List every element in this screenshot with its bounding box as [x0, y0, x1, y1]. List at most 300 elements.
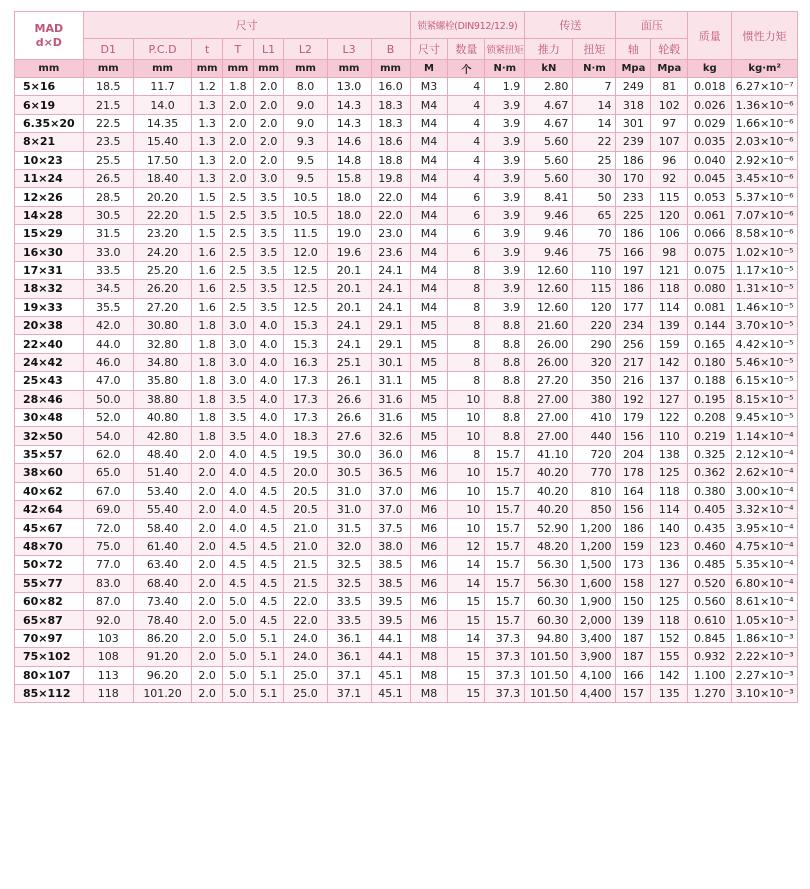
table-cell: 4.0 — [253, 427, 284, 445]
table-cell: 46.0 — [83, 353, 133, 371]
table-cell: M6 — [410, 537, 448, 555]
model-cell: 35×57 — [15, 445, 84, 463]
table-cell: 0.845 — [688, 629, 732, 647]
table-cell: 33.5 — [327, 611, 371, 629]
table-cell: 15.7 — [485, 574, 525, 592]
table-cell: 102 — [651, 96, 688, 114]
model-cell: 22×40 — [15, 335, 84, 353]
unit-cell: mm — [15, 60, 84, 78]
table-cell: 1.31×10⁻⁵ — [732, 280, 798, 298]
table-cell: 234 — [616, 317, 651, 335]
table-cell: 25.0 — [284, 666, 327, 684]
column-header: 锁紧扭矩 — [485, 39, 525, 60]
table-cell: 2.0 — [192, 592, 223, 610]
table-cell: 31.1 — [371, 372, 410, 390]
table-cell: 0.219 — [688, 427, 732, 445]
table-cell: 4.0 — [253, 335, 284, 353]
table-cell: 3.9 — [485, 243, 525, 261]
table-cell: 37.0 — [371, 500, 410, 518]
table-cell: 14.6 — [327, 133, 371, 151]
table-cell: 101.50 — [525, 648, 573, 666]
table-cell: M5 — [410, 427, 448, 445]
table-cell: 186 — [616, 519, 651, 537]
table-cell: 22.0 — [284, 592, 327, 610]
table-cell: 0.066 — [688, 225, 732, 243]
table-cell: 12.60 — [525, 280, 573, 298]
table-cell: 0.188 — [688, 372, 732, 390]
table-cell: 164 — [616, 482, 651, 500]
table-cell: 0.080 — [688, 280, 732, 298]
table-cell: 5.0 — [223, 629, 254, 647]
table-cell: 0.180 — [688, 353, 732, 371]
unit-cell: mm — [133, 60, 191, 78]
table-cell: 166 — [616, 666, 651, 684]
table-cell: 26.1 — [327, 372, 371, 390]
table-cell: 110 — [651, 427, 688, 445]
table-cell: 186 — [616, 280, 651, 298]
table-cell: 179 — [616, 409, 651, 427]
table-cell: 32.80 — [133, 335, 191, 353]
table-cell: 0.144 — [688, 317, 732, 335]
table-cell: 197 — [616, 261, 651, 279]
table-cell: 4.5 — [253, 556, 284, 574]
table-cell: 2.0 — [192, 537, 223, 555]
table-cell: 53.40 — [133, 482, 191, 500]
table-cell: 1.8 — [192, 372, 223, 390]
table-cell: 14 — [573, 96, 616, 114]
table-cell: 32.5 — [327, 574, 371, 592]
table-cell: 8.8 — [485, 317, 525, 335]
table-cell: 5.37×10⁻⁶ — [732, 188, 798, 206]
table-cell: 24.1 — [327, 317, 371, 335]
table-cell: 12.5 — [284, 261, 327, 279]
table-row — [15, 225, 798, 243]
table-cell: 120 — [651, 206, 688, 224]
table-cell: 31.5 — [327, 519, 371, 537]
table-row — [15, 500, 798, 518]
table-cell: M3 — [410, 78, 448, 96]
table-cell: 63.40 — [133, 556, 191, 574]
table-cell: 137 — [651, 372, 688, 390]
unit-cell: Mpa — [651, 60, 688, 78]
column-header: 扭矩 — [573, 39, 616, 60]
table-cell: 2.5 — [223, 225, 254, 243]
unit-row — [15, 60, 798, 78]
table-cell: 26.20 — [133, 280, 191, 298]
table-cell: 3.9 — [485, 225, 525, 243]
table-cell: 29.1 — [371, 335, 410, 353]
table-cell: 27.00 — [525, 427, 573, 445]
table-cell: 3.9 — [485, 151, 525, 169]
table-cell: 1.8 — [192, 353, 223, 371]
table-cell: 96.20 — [133, 666, 191, 684]
table-cell: 55.40 — [133, 500, 191, 518]
table-cell: 36.0 — [371, 445, 410, 463]
table-cell: 0.520 — [688, 574, 732, 592]
table-cell: 101.50 — [525, 666, 573, 684]
unit-cell: N·m — [485, 60, 525, 78]
table-cell: 0.208 — [688, 409, 732, 427]
table-cell: 122 — [651, 409, 688, 427]
table-cell: 15.8 — [327, 169, 371, 187]
table-cell: M4 — [410, 206, 448, 224]
table-cell: 110 — [573, 261, 616, 279]
table-cell: 0.932 — [688, 648, 732, 666]
table-cell: M4 — [410, 151, 448, 169]
table-row — [15, 537, 798, 555]
table-cell: 8 — [448, 445, 485, 463]
table-cell: M5 — [410, 409, 448, 427]
table-cell: 4.0 — [223, 519, 254, 537]
table-cell: 6.15×10⁻⁵ — [732, 372, 798, 390]
table-cell: 121 — [651, 261, 688, 279]
table-cell: 21.0 — [284, 537, 327, 555]
table-cell: 8 — [448, 372, 485, 390]
table-row — [15, 353, 798, 371]
table-cell: 125 — [651, 592, 688, 610]
table-cell: 45.1 — [371, 684, 410, 702]
table-cell: 115 — [651, 188, 688, 206]
table-cell: 23.0 — [371, 225, 410, 243]
table-cell: 25.1 — [327, 353, 371, 371]
table-cell: 69.0 — [83, 500, 133, 518]
table-cell: 14.0 — [133, 96, 191, 114]
table-cell: 83.0 — [83, 574, 133, 592]
table-cell: 5.60 — [525, 169, 573, 187]
table-cell: 1.14×10⁻⁴ — [732, 427, 798, 445]
model-cell: 5×16 — [15, 78, 84, 96]
table-row — [15, 445, 798, 463]
table-cell: 40.20 — [525, 482, 573, 500]
model-cell: 19×33 — [15, 298, 84, 316]
table-cell: 2.0 — [192, 482, 223, 500]
table-cell: 48.40 — [133, 445, 191, 463]
table-cell: 24.1 — [327, 335, 371, 353]
table-cell: 135 — [651, 684, 688, 702]
table-cell: 233 — [616, 188, 651, 206]
table-cell: 103 — [83, 629, 133, 647]
table-cell: 78.40 — [133, 611, 191, 629]
table-cell: 4.42×10⁻⁵ — [732, 335, 798, 353]
table-cell: 10.5 — [284, 206, 327, 224]
table-cell: 139 — [651, 317, 688, 335]
table-cell: M4 — [410, 133, 448, 151]
table-cell: 20.0 — [284, 464, 327, 482]
table-cell: 32.0 — [327, 537, 371, 555]
table-cell: 38.80 — [133, 390, 191, 408]
table-row — [15, 684, 798, 702]
table-cell: 33.5 — [327, 592, 371, 610]
table-cell: 8 — [448, 317, 485, 335]
unit-cell: mm — [253, 60, 284, 78]
unit-cell: mm — [327, 60, 371, 78]
transmission-group-header: 传送 — [525, 12, 616, 39]
table-cell: 52.0 — [83, 409, 133, 427]
table-row — [15, 243, 798, 261]
table-cell: 16.3 — [284, 353, 327, 371]
table-cell: 8.8 — [485, 335, 525, 353]
table-cell: 1.6 — [192, 243, 223, 261]
table-cell: 15.7 — [485, 611, 525, 629]
table-cell: 23.6 — [371, 243, 410, 261]
table-cell: 17.3 — [284, 409, 327, 427]
table-cell: 25.0 — [284, 684, 327, 702]
table-cell: 114 — [651, 500, 688, 518]
table-cell: 19.6 — [327, 243, 371, 261]
column-header: t — [192, 39, 223, 60]
table-cell: 2.0 — [253, 78, 284, 96]
table-cell: 37.5 — [371, 519, 410, 537]
table-cell: 30.80 — [133, 317, 191, 335]
model-cell: 10×23 — [15, 151, 84, 169]
table-cell: 4.5 — [223, 556, 254, 574]
table-cell: 1.3 — [192, 133, 223, 151]
table-cell: 24.1 — [371, 261, 410, 279]
table-cell: 0.380 — [688, 482, 732, 500]
table-cell: 1.8 — [192, 335, 223, 353]
table-cell: 30.5 — [83, 206, 133, 224]
table-cell: 20.1 — [327, 298, 371, 316]
table-cell: 24.1 — [371, 280, 410, 298]
table-cell: 15.7 — [485, 592, 525, 610]
table-row — [15, 261, 798, 279]
table-cell: 0.165 — [688, 335, 732, 353]
table-cell: 120 — [573, 298, 616, 316]
table-cell: 1,200 — [573, 519, 616, 537]
table-cell: 37.1 — [327, 666, 371, 684]
table-cell: 3.5 — [253, 243, 284, 261]
table-cell: 65.0 — [83, 464, 133, 482]
table-cell: 1.9 — [485, 78, 525, 96]
table-cell: 37.1 — [327, 684, 371, 702]
table-cell: 70 — [573, 225, 616, 243]
table-cell: 3.5 — [253, 188, 284, 206]
table-cell: M6 — [410, 445, 448, 463]
table-cell: 18.0 — [327, 188, 371, 206]
table-cell: 4.5 — [253, 611, 284, 629]
table-cell: 10 — [448, 500, 485, 518]
model-cell: 18×32 — [15, 280, 84, 298]
unit-cell: kN — [525, 60, 573, 78]
table-cell: 8.15×10⁻⁵ — [732, 390, 798, 408]
column-header: L1 — [253, 39, 284, 60]
table-cell: 20.1 — [327, 280, 371, 298]
model-cell: 60×82 — [15, 592, 84, 610]
table-cell: 3.9 — [485, 298, 525, 316]
table-cell: 34.80 — [133, 353, 191, 371]
table-row — [15, 427, 798, 445]
table-cell: 30.0 — [327, 445, 371, 463]
table-cell: 18.40 — [133, 169, 191, 187]
table-cell: 32.5 — [327, 556, 371, 574]
table-row — [15, 390, 798, 408]
unit-cell: kg — [688, 60, 732, 78]
table-cell: 14.35 — [133, 114, 191, 132]
table-cell: 22.0 — [371, 206, 410, 224]
unit-cell: Mpa — [616, 60, 651, 78]
table-cell: 2.0 — [192, 500, 223, 518]
table-cell: 18.3 — [371, 96, 410, 114]
table-cell: 4.5 — [253, 500, 284, 518]
table-cell: M5 — [410, 372, 448, 390]
table-cell: 204 — [616, 445, 651, 463]
table-cell: 4.75×10⁻⁴ — [732, 537, 798, 555]
table-cell: M6 — [410, 592, 448, 610]
model-cell: 40×62 — [15, 482, 84, 500]
table-cell: 44.0 — [83, 335, 133, 353]
table-cell: 18.6 — [371, 133, 410, 151]
table-cell: 36.5 — [371, 464, 410, 482]
table-cell: 101.50 — [525, 684, 573, 702]
table-cell: M6 — [410, 574, 448, 592]
table-cell: 12.60 — [525, 298, 573, 316]
table-cell: 9.45×10⁻⁵ — [732, 409, 798, 427]
table-cell: 92.0 — [83, 611, 133, 629]
table-row — [15, 482, 798, 500]
table-cell: 11.5 — [284, 225, 327, 243]
table-cell: 47.0 — [83, 372, 133, 390]
table-cell: 2.0 — [223, 169, 254, 187]
table-cell: 8.8 — [485, 409, 525, 427]
table-cell: 21.5 — [83, 96, 133, 114]
table-cell: M8 — [410, 666, 448, 684]
table-cell: 10 — [448, 519, 485, 537]
table-cell: 1.02×10⁻⁵ — [732, 243, 798, 261]
table-cell: 142 — [651, 666, 688, 684]
table-cell: 186 — [616, 151, 651, 169]
table-cell: 3.9 — [485, 169, 525, 187]
table-cell: 7 — [573, 78, 616, 96]
table-cell: 10.5 — [284, 188, 327, 206]
table-cell: 45.1 — [371, 666, 410, 684]
unit-cell: 个 — [448, 60, 485, 78]
table-cell: 1.6 — [192, 298, 223, 316]
table-cell: M6 — [410, 500, 448, 518]
table-cell: 2.0 — [192, 574, 223, 592]
table-cell: 2.0 — [223, 96, 254, 114]
model-cell: 17×31 — [15, 261, 84, 279]
table-cell: 127 — [651, 390, 688, 408]
spec-table — [14, 11, 798, 703]
table-cell: 33.5 — [83, 261, 133, 279]
table-cell: 1.6 — [192, 280, 223, 298]
table-cell: 24.0 — [284, 629, 327, 647]
table-cell: 2.80 — [525, 78, 573, 96]
table-cell: 33.0 — [83, 243, 133, 261]
table-cell: 40.80 — [133, 409, 191, 427]
unit-cell: kg·m² — [732, 60, 798, 78]
bolt-group-header: 锁紧螺栓(DIN912/12.9) — [410, 12, 525, 39]
model-cell: 65×87 — [15, 611, 84, 629]
table-cell: 0.362 — [688, 464, 732, 482]
table-cell: 6.27×10⁻⁷ — [732, 78, 798, 96]
table-cell: 4.5 — [253, 592, 284, 610]
column-header: D1 — [83, 39, 133, 60]
table-row — [15, 206, 798, 224]
model-cell: 16×30 — [15, 243, 84, 261]
table-cell: 15 — [448, 684, 485, 702]
table-cell: 15.7 — [485, 556, 525, 574]
table-cell: 3.0 — [223, 335, 254, 353]
table-cell: M4 — [410, 169, 448, 187]
model-cell: 20×38 — [15, 317, 84, 335]
table-cell: 3.5 — [253, 298, 284, 316]
table-cell: 37.3 — [485, 648, 525, 666]
table-cell: 1,600 — [573, 574, 616, 592]
table-cell: 35.5 — [83, 298, 133, 316]
table-cell: 3.9 — [485, 280, 525, 298]
table-cell: 3.9 — [485, 96, 525, 114]
column-header: P.C.D — [133, 39, 191, 60]
table-cell: 2.62×10⁻⁴ — [732, 464, 798, 482]
table-cell: 15 — [448, 666, 485, 684]
table-cell: 4.0 — [253, 353, 284, 371]
table-cell: 0.485 — [688, 556, 732, 574]
table-cell: 25.5 — [83, 151, 133, 169]
table-cell: 290 — [573, 335, 616, 353]
table-cell: 67.0 — [83, 482, 133, 500]
table-cell: 9.3 — [284, 133, 327, 151]
table-cell: M6 — [410, 464, 448, 482]
table-cell: 75 — [573, 243, 616, 261]
table-cell: 12 — [448, 537, 485, 555]
table-cell: 0.405 — [688, 500, 732, 518]
table-cell: 4,400 — [573, 684, 616, 702]
table-cell: 18.5 — [83, 78, 133, 96]
table-cell: 5.46×10⁻⁵ — [732, 353, 798, 371]
table-row — [15, 114, 798, 132]
table-cell: 14.3 — [327, 96, 371, 114]
model-cell: 42×64 — [15, 500, 84, 518]
unit-cell: mm — [83, 60, 133, 78]
table-row — [15, 574, 798, 592]
table-cell: 30.1 — [371, 353, 410, 371]
table-cell: M4 — [410, 243, 448, 261]
table-cell: 29.1 — [371, 317, 410, 335]
table-cell: 98 — [651, 243, 688, 261]
size-group-header: 尺寸 — [83, 12, 410, 39]
table-cell: 177 — [616, 298, 651, 316]
table-cell: 2.0 — [253, 133, 284, 151]
table-cell: 12.5 — [284, 298, 327, 316]
table-cell: 5.60 — [525, 151, 573, 169]
table-cell: 17.50 — [133, 151, 191, 169]
table-cell: 3.5 — [253, 225, 284, 243]
table-cell: 41.10 — [525, 445, 573, 463]
table-cell: 1.05×10⁻³ — [732, 611, 798, 629]
table-cell: M5 — [410, 317, 448, 335]
table-cell: 1.6 — [192, 261, 223, 279]
table-cell: 318 — [616, 96, 651, 114]
table-cell: 15.40 — [133, 133, 191, 151]
table-cell: 31.0 — [327, 482, 371, 500]
table-cell: 9.0 — [284, 96, 327, 114]
table-cell: 2.0 — [192, 556, 223, 574]
table-cell: M6 — [410, 611, 448, 629]
table-cell: 15.3 — [284, 335, 327, 353]
table-cell: 15 — [448, 592, 485, 610]
table-cell: 178 — [616, 464, 651, 482]
table-cell: M4 — [410, 261, 448, 279]
table-cell: 220 — [573, 317, 616, 335]
table-cell: 4.67 — [525, 96, 573, 114]
model-cell: 55×77 — [15, 574, 84, 592]
table-cell: 15 — [448, 648, 485, 666]
table-cell: 22.0 — [284, 611, 327, 629]
table-cell: 30.5 — [327, 464, 371, 482]
table-cell: 3,900 — [573, 648, 616, 666]
table-cell: 48.20 — [525, 537, 573, 555]
